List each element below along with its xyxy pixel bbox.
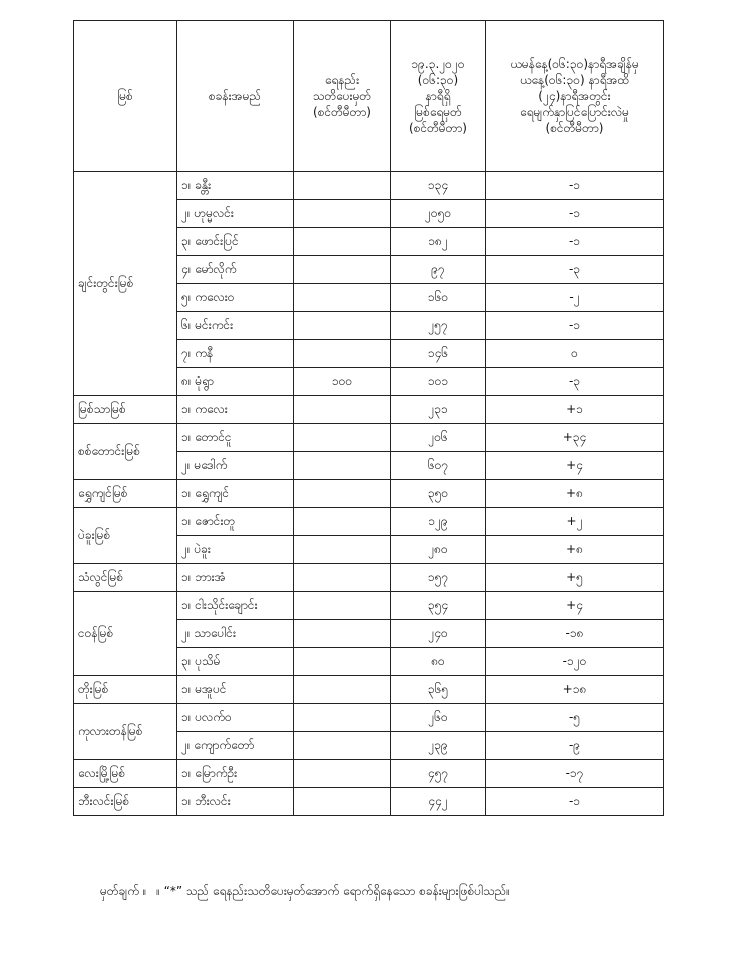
water-level-cell: ၂၀၅၀ bbox=[391, 200, 486, 228]
station-name-cell: ၈။ မုံရွာ bbox=[177, 368, 294, 396]
station-name-cell: ၁။ ခန္တီး bbox=[177, 172, 294, 200]
water-level-cell: ၁၅၇ bbox=[391, 564, 486, 592]
river-name-cell: မြစ်သာမြစ် bbox=[74, 396, 177, 424]
warning-level-cell bbox=[294, 200, 391, 228]
water-level-cell: ၁၀၁ bbox=[391, 368, 486, 396]
level-change-cell: -၅ bbox=[486, 704, 664, 732]
warning-level-cell bbox=[294, 172, 391, 200]
warning-level-cell bbox=[294, 312, 391, 340]
water-level-cell: ၁၄၆ bbox=[391, 340, 486, 368]
footnote-text: ။ “*” သည် ရေနည်းသတိပေးမှတ်အောက် ရောက်ရှိနေသော စခန်းများဖြစ်ပါသည်။ bbox=[156, 884, 510, 898]
table-body bbox=[74, 172, 664, 816]
header-station: စခန်းအမည် bbox=[177, 21, 294, 172]
station-name-cell: ၂။ ဟုမ္မလင်း bbox=[177, 200, 294, 228]
warning-level-cell bbox=[294, 760, 391, 788]
table-row bbox=[74, 592, 664, 620]
water-level-cell: ၂၅၇ bbox=[391, 312, 486, 340]
river-name-cell: ချင်းတွင်းမြစ် bbox=[74, 172, 177, 396]
station-name-cell: ၂။ ပဲခူး bbox=[177, 536, 294, 564]
river-name-cell: ငဝန်မြစ် bbox=[74, 592, 177, 676]
station-name-cell: ၂။ မဒေါက် bbox=[177, 452, 294, 480]
station-name-cell: ၂။ ကျောက်တော် bbox=[177, 732, 294, 760]
level-change-cell: -၁၈ bbox=[486, 620, 664, 648]
level-change-cell: -၃ bbox=[486, 256, 664, 284]
table-row bbox=[74, 676, 664, 704]
table-row bbox=[74, 480, 664, 508]
water-level-cell: ၂၄၀ bbox=[391, 620, 486, 648]
level-change-cell: -၁ bbox=[486, 788, 664, 816]
warning-level-cell bbox=[294, 732, 391, 760]
warning-level-cell bbox=[294, 284, 391, 312]
warning-level-cell bbox=[294, 788, 391, 816]
water-level-cell: ၆၀၇ bbox=[391, 452, 486, 480]
station-name-cell: ၁။ ရွှေကျင် bbox=[177, 480, 294, 508]
river-name-cell: စစ်တောင်းမြစ် bbox=[74, 424, 177, 480]
warning-level-cell bbox=[294, 396, 391, 424]
water-level-cell: ၃၅၀ bbox=[391, 480, 486, 508]
river-name-cell: ဘီးလင်းမြစ် bbox=[74, 788, 177, 816]
river-name-cell: သံလွင်မြစ် bbox=[74, 564, 177, 592]
level-change-cell: +၃၄ bbox=[486, 424, 664, 452]
level-change-cell: -၁ bbox=[486, 200, 664, 228]
station-name-cell: ၅။ ကလေးဝ bbox=[177, 284, 294, 312]
river-level-table bbox=[73, 20, 664, 816]
warning-level-cell bbox=[294, 228, 391, 256]
water-level-cell: ၂၃၉ bbox=[391, 732, 486, 760]
table-row bbox=[74, 788, 664, 816]
warning-level-cell bbox=[294, 256, 391, 284]
water-level-cell: ၂၃၁ bbox=[391, 396, 486, 424]
level-change-cell: +၄ bbox=[486, 452, 664, 480]
station-name-cell: ၁။ ပလက်ဝ bbox=[177, 704, 294, 732]
water-level-cell: ၁၂၉ bbox=[391, 508, 486, 536]
level-change-cell: +၂ bbox=[486, 508, 664, 536]
footnote bbox=[100, 883, 516, 901]
water-level-cell: ၄၅၇ bbox=[391, 760, 486, 788]
water-level-cell: ၃၅၄ bbox=[391, 592, 486, 620]
station-name-cell: ၃။ ဖောင်းပြင် bbox=[177, 228, 294, 256]
water-level-cell: ၁၃၄ bbox=[391, 172, 486, 200]
station-name-cell: ၁။ ဇောင်းတူ bbox=[177, 508, 294, 536]
water-level-cell: ၃၆၅ bbox=[391, 676, 486, 704]
water-level-cell: ၁၈၂ bbox=[391, 228, 486, 256]
warning-level-cell bbox=[294, 480, 391, 508]
water-level-cell: ၂၀၆ bbox=[391, 424, 486, 452]
water-level-cell: ၂၆၀ bbox=[391, 704, 486, 732]
warning-level-cell bbox=[294, 424, 391, 452]
header-warning: ရေနည်း သတိပေးမှတ် (စင်တီမီတာ) bbox=[294, 21, 391, 172]
warning-level-cell bbox=[294, 340, 391, 368]
warning-level-cell bbox=[294, 592, 391, 620]
warning-level-cell bbox=[294, 620, 391, 648]
level-change-cell: +၁ bbox=[486, 396, 664, 424]
river-name-cell: လေးမြို့မြစ် bbox=[74, 760, 177, 788]
table-row bbox=[74, 396, 664, 424]
level-change-cell: -၁၂၀ bbox=[486, 648, 664, 676]
warning-level-cell bbox=[294, 452, 391, 480]
table-row bbox=[74, 172, 664, 200]
river-name-cell: ရွှေကျင်မြစ် bbox=[74, 480, 177, 508]
station-name-cell: ၆။ မင်းကင်း bbox=[177, 312, 294, 340]
warning-level-cell: ၁၀၀ bbox=[294, 368, 391, 396]
station-name-cell: ၁။ တောင်ငူ bbox=[177, 424, 294, 452]
level-change-cell: ၀ bbox=[486, 340, 664, 368]
station-name-cell: ၃။ ပုသိမ် bbox=[177, 648, 294, 676]
header-change: ယမန်နေ့(၀၆:၃၀)နာရီအချိန်မှ ယနေ့(၀၆:၃၀) နာရီအထိ (၂၄)နာရီအတွင်း ရေမျက်နှာပြင်ပြောင်းလဲမှု (စင်တီမီတာ) bbox=[486, 21, 664, 172]
table-row bbox=[74, 508, 664, 536]
river-name-cell: တိုးမြစ် bbox=[74, 676, 177, 704]
level-change-cell: +၈ bbox=[486, 480, 664, 508]
header-river: မြစ် bbox=[74, 21, 177, 172]
water-level-cell: ၄၄၂ bbox=[391, 788, 486, 816]
station-name-cell: ၄။ မော်လိုက် bbox=[177, 256, 294, 284]
station-name-cell: ၇။ ကနီ bbox=[177, 340, 294, 368]
level-change-cell: -၁၇ bbox=[486, 760, 664, 788]
footnote-label: မှတ်ချက် ။ bbox=[100, 884, 147, 898]
river-name-cell: ကုလားတန်မြစ် bbox=[74, 704, 177, 760]
station-name-cell: ၁။ ငါးသိုင်းချောင်း bbox=[177, 592, 294, 620]
station-name-cell: ၁။ မြောက်ဦး bbox=[177, 760, 294, 788]
level-change-cell: -၃ bbox=[486, 368, 664, 396]
water-level-cell: ၉၇ bbox=[391, 256, 486, 284]
level-change-cell: -၁ bbox=[486, 312, 664, 340]
river-name-cell: ပဲခူးမြစ် bbox=[74, 508, 177, 564]
warning-level-cell bbox=[294, 676, 391, 704]
level-change-cell: -၂ bbox=[486, 284, 664, 312]
level-change-cell: +၄ bbox=[486, 592, 664, 620]
station-name-cell: ၂။ သာပေါင်း bbox=[177, 620, 294, 648]
warning-level-cell bbox=[294, 564, 391, 592]
station-name-cell: ၁။ ဘားအံ bbox=[177, 564, 294, 592]
water-level-cell: ၈၀ bbox=[391, 648, 486, 676]
table-row bbox=[74, 704, 664, 732]
header-level: ၁၉.၃.၂၀၂၀ (၀၆:၃၀) နာရီရှိ မြစ်ရေမှတ် (စင်တီမီတာ) bbox=[391, 21, 486, 172]
table-row bbox=[74, 564, 664, 592]
warning-level-cell bbox=[294, 704, 391, 732]
level-change-cell: -၉ bbox=[486, 732, 664, 760]
warning-level-cell bbox=[294, 536, 391, 564]
station-name-cell: ၁။ မအူပင် bbox=[177, 676, 294, 704]
warning-level-cell bbox=[294, 648, 391, 676]
level-change-cell: -၁ bbox=[486, 228, 664, 256]
station-name-cell: ၁။ ကလေး bbox=[177, 396, 294, 424]
level-change-cell: +၁၈ bbox=[486, 676, 664, 704]
water-level-cell: ၂၈၀ bbox=[391, 536, 486, 564]
table-row bbox=[74, 424, 664, 452]
table-row bbox=[74, 760, 664, 788]
water-level-cell: ၁၆၀ bbox=[391, 284, 486, 312]
level-change-cell: -၁ bbox=[486, 172, 664, 200]
station-name-cell: ၁။ ဘီးလင်း bbox=[177, 788, 294, 816]
warning-level-cell bbox=[294, 508, 391, 536]
level-change-cell: +၅ bbox=[486, 564, 664, 592]
header-row bbox=[74, 21, 664, 172]
level-change-cell: +၈ bbox=[486, 536, 664, 564]
